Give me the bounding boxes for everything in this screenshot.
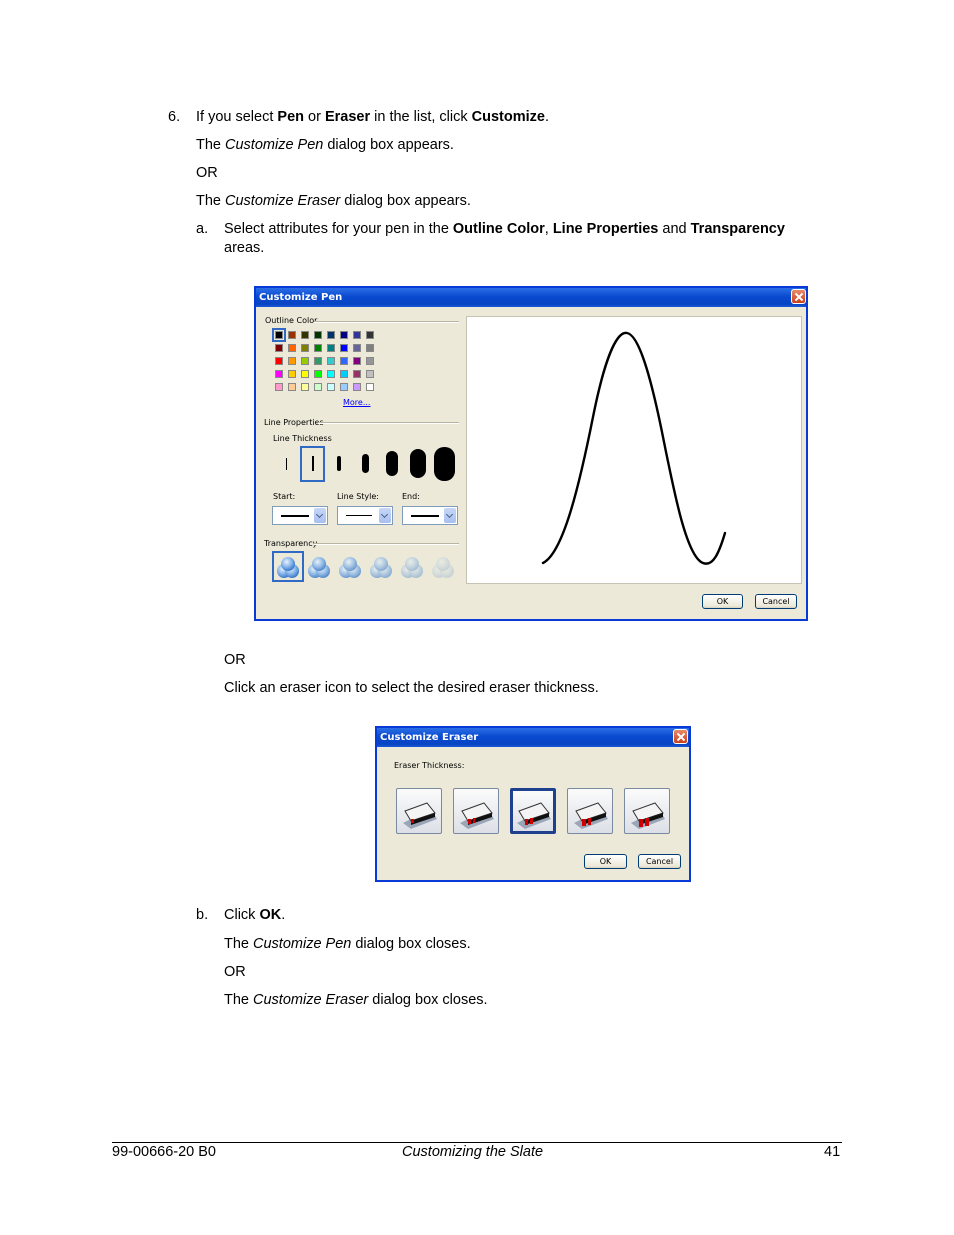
eraser-thickness-label: Eraser Thickness: — [394, 761, 465, 770]
color-swatch[interactable] — [340, 357, 348, 365]
transparency-icon-1 — [277, 557, 299, 578]
transparency-icon-3 — [339, 557, 361, 578]
color-swatch[interactable] — [327, 383, 335, 391]
step-number: 6. — [168, 109, 181, 125]
color-swatch[interactable] — [327, 331, 335, 339]
eraser-appears-text: The Customize Eraser dialog box appears. — [196, 193, 471, 209]
color-swatch[interactable] — [340, 370, 348, 378]
color-swatch[interactable] — [353, 331, 361, 339]
color-swatch[interactable] — [288, 344, 296, 352]
eraser-option-3-selected[interactable] — [510, 788, 556, 834]
color-swatch[interactable] — [301, 331, 309, 339]
color-swatch[interactable] — [288, 383, 296, 391]
transparency-icon-4 — [370, 557, 392, 578]
thickness-option-6[interactable] — [410, 449, 426, 478]
thickness-option-3[interactable] — [337, 456, 341, 471]
eraser-icon — [568, 789, 612, 833]
outline-color-divider — [314, 321, 459, 323]
substep-b-text: Click OK. — [224, 907, 286, 923]
color-swatch[interactable] — [366, 370, 374, 378]
color-swatch[interactable] — [366, 344, 374, 352]
pen-dialog-close-button[interactable] — [791, 289, 806, 304]
substep-a-label: a. — [196, 221, 209, 237]
color-swatch[interactable] — [340, 383, 348, 391]
line-properties-label: Line Properties — [264, 418, 324, 427]
start-label: Start: — [273, 492, 296, 501]
color-swatch[interactable] — [340, 344, 348, 352]
eraser-dialog-close-button[interactable] — [673, 729, 688, 744]
eraser-option-5[interactable] — [624, 788, 670, 834]
color-swatch[interactable] — [301, 344, 309, 352]
customize-pen-dialog — [254, 286, 808, 621]
color-swatch[interactable] — [275, 370, 283, 378]
color-swatch[interactable] — [288, 331, 296, 339]
color-swatch[interactable] — [275, 344, 283, 352]
eraser-icon — [513, 791, 553, 831]
eraser-cancel-button[interactable]: Cancel — [638, 854, 681, 869]
start-style-select[interactable] — [272, 506, 328, 525]
color-swatch[interactable] — [288, 357, 296, 365]
eraser-icon — [454, 789, 498, 833]
transparency-label: Transparency — [264, 539, 318, 548]
or-text-3: OR — [224, 964, 246, 980]
color-swatch[interactable] — [275, 357, 283, 365]
transparency-icon-2 — [308, 557, 330, 578]
color-swatch[interactable] — [314, 370, 322, 378]
color-swatch[interactable] — [314, 344, 322, 352]
thickness-option-1[interactable] — [286, 458, 287, 470]
color-swatch[interactable] — [275, 383, 283, 391]
color-swatch[interactable] — [301, 357, 309, 365]
color-swatch[interactable] — [353, 357, 361, 365]
pen-cancel-button[interactable]: Cancel — [755, 594, 797, 609]
line-thickness-label: Line Thickness — [273, 434, 332, 443]
color-swatch[interactable] — [314, 331, 322, 339]
preview-stroke — [467, 317, 801, 583]
substep-b-label: b. — [196, 907, 209, 923]
color-swatch[interactable] — [301, 370, 309, 378]
line-properties-divider — [318, 422, 459, 424]
color-swatch[interactable] — [353, 344, 361, 352]
customize-eraser-dialog — [375, 726, 691, 882]
substep-a-text: Select attributes for your pen in the Outline Color, Line Properties and Transparency — [224, 221, 785, 237]
color-swatch[interactable] — [353, 383, 361, 391]
pen-ok-button[interactable]: OK — [702, 594, 743, 609]
color-swatch[interactable] — [366, 331, 374, 339]
substep-a-text-line2: areas. — [224, 240, 265, 256]
selected-color-indicator — [272, 328, 286, 342]
color-swatch[interactable] — [288, 370, 296, 378]
more-colors-link[interactable]: More... — [343, 398, 371, 407]
color-swatch[interactable] — [314, 357, 322, 365]
color-swatch[interactable] — [366, 357, 374, 365]
eraser-icon — [397, 789, 441, 833]
outline-color-label: Outline Color — [265, 316, 318, 325]
thickness-option-5[interactable] — [386, 451, 398, 476]
color-swatch[interactable] — [366, 383, 374, 391]
or-text: OR — [196, 165, 218, 181]
color-swatch[interactable] — [327, 344, 335, 352]
transparency-options[interactable] — [274, 553, 464, 581]
footer-doc-number: 99-00666-20 B0 — [112, 1144, 216, 1160]
color-swatch[interactable] — [353, 370, 361, 378]
line-style-select[interactable] — [337, 506, 393, 525]
thickness-option-4[interactable] — [362, 454, 369, 473]
footer-section-title: Customizing the Slate — [402, 1144, 544, 1160]
pen-closes-text: The Customize Pen dialog box closes. — [224, 936, 471, 952]
color-swatch[interactable] — [340, 331, 348, 339]
thickness-option-7[interactable] — [434, 447, 455, 481]
eraser-icon — [625, 789, 669, 833]
pen-appears-text: The Customize Pen dialog box appears. — [196, 137, 454, 153]
eraser-option-2[interactable] — [453, 788, 499, 834]
eraser-instruction-text: Click an eraser icon to select the desired eraser thickness. — [224, 680, 599, 696]
color-swatch[interactable] — [301, 383, 309, 391]
eraser-dialog-title: Customize Eraser — [377, 728, 689, 747]
pen-preview-area — [466, 316, 802, 584]
step-6-text: If you select Pen or Eraser in the list, click Customize. — [196, 109, 549, 125]
or-text-2: OR — [224, 652, 246, 668]
pen-dialog-title: Customize Pen — [256, 288, 806, 307]
transparency-divider — [314, 543, 459, 545]
thickness-option-2-mark — [312, 456, 314, 471]
eraser-option-4[interactable] — [567, 788, 613, 834]
eraser-option-1[interactable] — [396, 788, 442, 834]
color-swatch[interactable] — [327, 357, 335, 365]
footer-page-number: 41 — [824, 1144, 841, 1160]
end-label: End: — [402, 492, 420, 501]
color-swatch[interactable] — [327, 370, 335, 378]
transparency-icon-5 — [401, 557, 423, 578]
color-swatch[interactable] — [314, 383, 322, 391]
line-style-label: Line Style: — [337, 492, 380, 501]
eraser-closes-text: The Customize Eraser dialog box closes. — [224, 992, 488, 1008]
eraser-ok-button[interactable]: OK — [584, 854, 627, 869]
end-style-select[interactable] — [402, 506, 458, 525]
transparency-icon-6 — [432, 557, 454, 578]
